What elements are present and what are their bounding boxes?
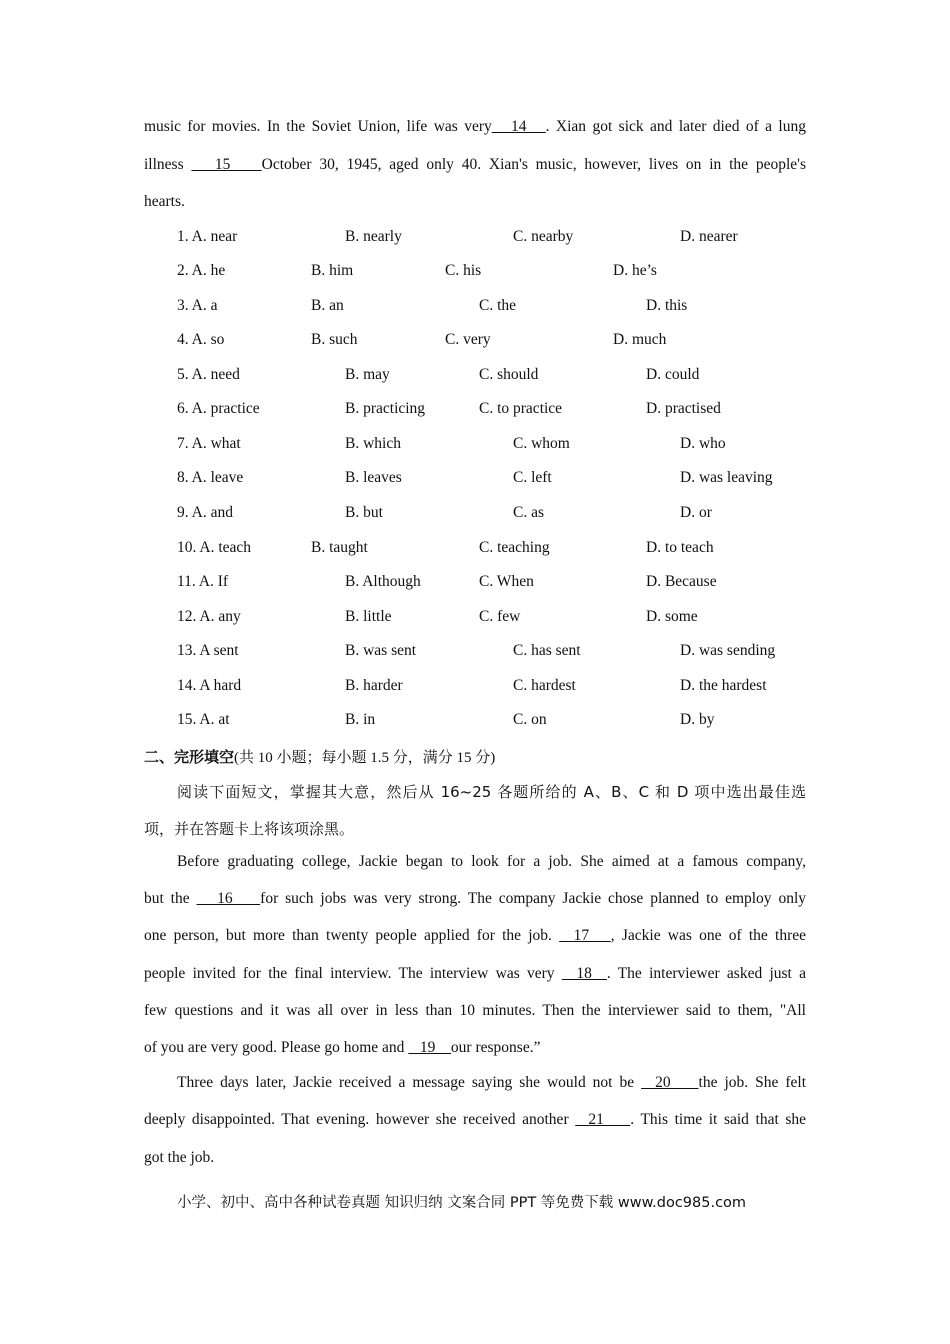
question-14-c: C. hardest [513, 677, 576, 694]
question-10-c: C. teaching [479, 539, 550, 556]
passage-line: Three days later, Jackie received a message saying she would not be 20 the job. She felt [177, 1074, 806, 1091]
blank-14: 14 [491, 118, 546, 135]
question-7-d: D. who [680, 435, 726, 452]
question-15-a: 15. A. at [177, 711, 230, 728]
question-11-a: 11. A. If [177, 573, 229, 590]
question-9-b: B. but [345, 504, 383, 521]
page-footer: 小学、初中、高中各种试卷真题 知识归纳 文案合同 PPT 等免费下载 www.doc985.com [177, 1195, 747, 1211]
question-15-d: D. by [680, 711, 715, 728]
question-4-d: D. much [613, 331, 667, 348]
question-6-d: D. practised [646, 400, 721, 417]
question-13-d: D. was sending [680, 642, 776, 659]
question-10-b: B. taught [311, 539, 368, 556]
question-2-a: 2. A. he [177, 262, 226, 279]
question-3-b: B. an [311, 297, 344, 314]
section-instruction: 阅读下面短文，掌握其大意，然后从 16~25 各题所给的 A、B、C 和 D 项中选出最佳选 [177, 783, 806, 801]
question-13-c: C. has sent [513, 642, 581, 659]
section-heading: 二、完形填空(共 10 小题；每小题 1.5 分，满分 15 分) [144, 748, 496, 766]
question-14-d: D. the hardest [680, 677, 767, 694]
blank-17: 17 [559, 927, 611, 944]
question-5-b: B. may [345, 366, 390, 383]
question-12-c: C. few [479, 608, 521, 625]
passage-line: Before graduating college, Jackie began to look for a job. She aimed at a famous company, [177, 853, 806, 870]
question-6-a: 6. A. practice [177, 400, 260, 417]
question-12-d: D. some [646, 608, 698, 625]
question-1-c: C. nearby [513, 228, 574, 245]
question-7-c: C. whom [513, 435, 570, 452]
question-7-a: 7. A. what [177, 435, 241, 452]
passage-line: hearts. [144, 193, 185, 210]
question-4-a: 4. A. so [177, 331, 225, 348]
question-3-c: C. the [479, 297, 517, 314]
passage-line: people invited for the final interview. The interview was very 18 _. The interviewer asked just a [144, 965, 807, 982]
question-8-a: 8. A. leave [177, 469, 244, 486]
question-13-b: B. was sent [345, 642, 417, 659]
question-4-c: C. very [445, 331, 491, 348]
blank-16: 16 [196, 890, 261, 907]
blank-19: 19 [408, 1039, 451, 1056]
question-4-b: B. such [311, 331, 358, 348]
question-3-d: D. this [646, 297, 688, 314]
passage-line: of you are very good. Please go home and 19 our response.” [144, 1039, 541, 1056]
passage-line: got the job. [144, 1149, 215, 1166]
question-15-b: B. in [345, 711, 376, 728]
question-8-d: D. was leaving [680, 469, 773, 486]
question-10-d: D. to teach [646, 539, 714, 556]
question-1-d: D. nearer [680, 228, 738, 245]
question-11-d: D. Because [646, 573, 717, 590]
question-5-a: 5. A. need [177, 366, 240, 383]
question-14-a: 14. A hard [177, 677, 242, 694]
question-13-a: 13. A sent [177, 642, 239, 659]
blank-21: 21 [575, 1111, 631, 1128]
question-12-a: 12. A. any [177, 608, 241, 625]
passage-line: few questions and it was all over in less than 10 minutes. Then the interviewer said to them, "All [144, 1002, 806, 1019]
question-9-c: C. as [513, 504, 544, 521]
question-11-c: C. When [479, 573, 534, 590]
question-9-a: 9. A. and [177, 504, 233, 521]
question-2-c: C. his [445, 262, 482, 279]
blank-18: 18 _ [561, 965, 607, 982]
blank-15: 15 [191, 156, 262, 173]
question-11-b: B. Although [345, 573, 421, 590]
question-8-b: B. leaves [345, 469, 402, 486]
question-15-c: C. on [513, 711, 547, 728]
passage-line: deeply disappointed. That evening. however she received another 21 . This time it said that she [144, 1111, 807, 1128]
passage-line: but the 16 for such jobs was very strong. The company Jackie chose planned to employ only [144, 890, 806, 907]
question-7-b: B. which [345, 435, 401, 452]
blank-20: 20 [641, 1074, 699, 1091]
question-9-d: D. or [680, 504, 712, 521]
question-12-b: B. little [345, 608, 392, 625]
question-6-c: C. to practice [479, 400, 563, 417]
question-5-d: D. could [646, 366, 700, 383]
question-6-b: B. practicing [345, 400, 426, 417]
question-5-c: C. should [479, 366, 539, 383]
section-note: (共 10 小题；每小题 1.5 分，满分 15 分) [234, 750, 496, 766]
question-1-b: B. nearly [345, 228, 402, 245]
passage-line: illness 15 October 30, 1945, aged only 40. Xian's music, however, lives on in the people's [144, 156, 806, 173]
question-10-a: 10. A. teach [177, 539, 252, 556]
question-14-b: B. harder [345, 677, 403, 694]
question-2-d: D. he’s [613, 262, 657, 279]
section-instruction: 项，并在答题卡上将该项涂黑。 [144, 820, 355, 838]
question-1-a: 1. A. near [177, 228, 238, 245]
question-3-a: 3. A. a [177, 297, 218, 314]
question-2-b: B. him [311, 262, 354, 279]
passage-line: music for movies. In the Soviet Union, life was very 14 . Xian got sick and later died of a lung [144, 118, 806, 135]
passage-line: one person, but more than twenty people applied for the job. 17 , Jackie was one of the three [144, 927, 806, 944]
question-8-c: C. left [513, 469, 552, 486]
